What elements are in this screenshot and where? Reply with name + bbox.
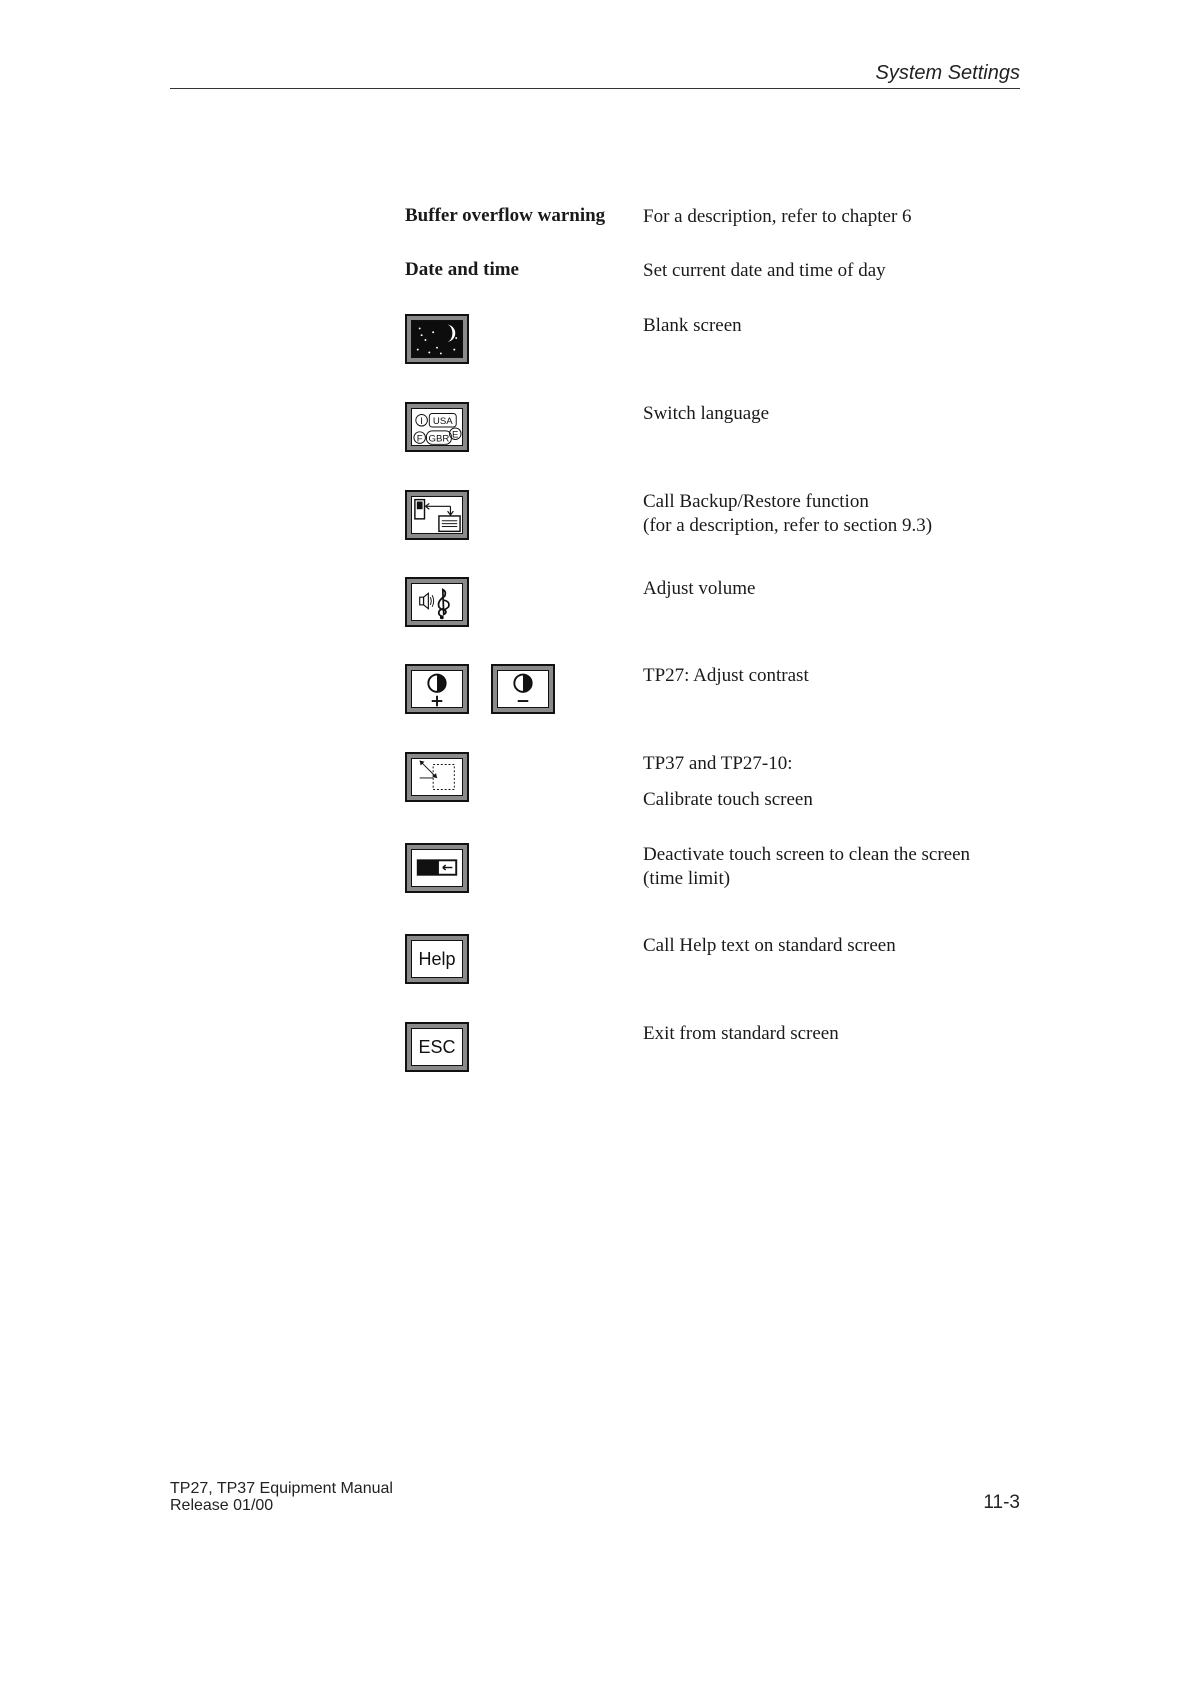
contrast-increase-button[interactable] — [405, 664, 469, 714]
entry-date-time — [405, 259, 1020, 289]
footer-manual-info — [170, 1480, 393, 1514]
entry-backup-restore — [405, 490, 1020, 550]
entry-adjust-contrast — [405, 664, 1020, 724]
entry-help — [405, 934, 1020, 994]
help-key-label: Help — [411, 940, 463, 978]
entry-label: Buffer overflow warning — [405, 205, 606, 226]
blank-screen-button[interactable] — [405, 314, 469, 364]
entry-blank-screen — [405, 314, 1020, 374]
help-button[interactable] — [405, 934, 469, 984]
entry-description: Blank screen — [643, 315, 742, 336]
entry-description: For a description, refer to chapter 6 — [643, 206, 912, 227]
footer-release: Release 01/00 — [170, 1497, 274, 1514]
backup-restore-button[interactable] — [405, 490, 469, 540]
volume-icon — [411, 583, 463, 621]
calibrate-icon — [411, 758, 463, 796]
entry-description: Switch language — [643, 403, 770, 424]
adjust-volume-button[interactable] — [405, 577, 469, 627]
esc-key-label: ESC — [411, 1028, 463, 1066]
svg-text:I: I — [420, 416, 423, 428]
calibrate-touch-button[interactable] — [405, 752, 469, 802]
entry-exit — [405, 1022, 1020, 1082]
entry-description: Set current date and time of day — [643, 260, 886, 281]
esc-button[interactable] — [405, 1022, 469, 1072]
entry-description: Call Backup/Restore function (for a description, refer to section 9.3) — [643, 491, 933, 536]
contrast-minus-icon — [497, 670, 549, 708]
entry-description: Adjust volume — [643, 578, 756, 599]
backup-restore-icon — [411, 496, 463, 534]
entry-adjust-volume — [405, 577, 1020, 637]
entry-description: TP27: Adjust contrast — [643, 665, 809, 686]
footer-manual-title: TP27, TP37 Equipment Manual — [170, 1480, 393, 1497]
contrast-plus-icon — [411, 670, 463, 708]
entry-label: Date and time — [405, 259, 519, 280]
switch-language-button[interactable] — [405, 402, 469, 452]
page-number: 11-3 — [983, 1492, 1020, 1513]
entry-clean-screen — [405, 843, 1020, 903]
language-icon — [411, 408, 463, 446]
entry-buffer-overflow — [405, 205, 1020, 235]
entry-description: Deactivate touch screen to clean the screen (time limit) — [643, 844, 971, 889]
header-divider — [170, 88, 1020, 89]
entry-description: Exit from standard screen — [643, 1023, 839, 1044]
svg-text:GBR: GBR — [428, 433, 450, 445]
entry-description: TP37 and TP27-10: Calibrate touch screen — [643, 753, 813, 810]
svg-text:F: F — [416, 433, 423, 445]
contrast-decrease-button[interactable] — [491, 664, 555, 714]
entry-switch-language — [405, 402, 1020, 462]
entry-description: Call Help text on standard screen — [643, 935, 896, 956]
moon-stars-icon — [411, 320, 463, 358]
clean-screen-button[interactable] — [405, 843, 469, 893]
clean-screen-icon — [411, 849, 463, 887]
entry-calibrate-touch — [405, 752, 1020, 822]
svg-text:USA: USA — [432, 416, 453, 428]
section-title: System Settings — [875, 62, 1020, 84]
svg-text:E: E — [452, 429, 459, 441]
